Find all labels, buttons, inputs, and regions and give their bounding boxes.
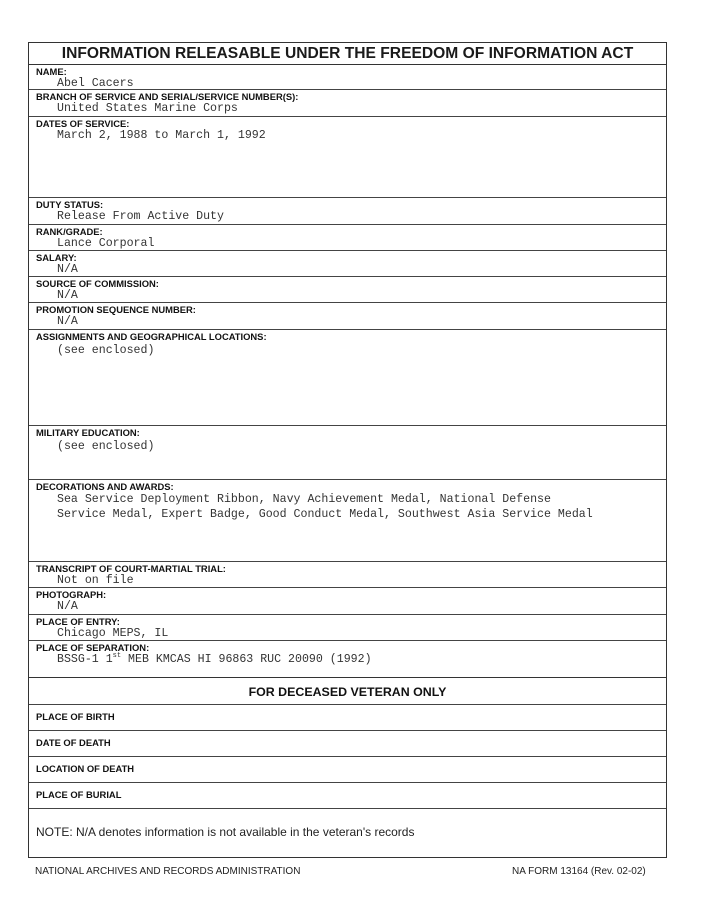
branch-value: United States Marine Corps: [57, 102, 238, 115]
footer-form-number: NA FORM 13164 (Rev. 02-02): [512, 866, 646, 877]
separation-value-suffix: MEB KMCAS HI 96863 RUC 20090 (1992): [121, 653, 372, 666]
foia-form: [28, 42, 667, 858]
birth-label: PLACE OF BIRTH: [36, 711, 115, 722]
rank-label: RANK/GRADE:: [36, 226, 103, 237]
decorations-label: DECORATIONS AND AWARDS:: [36, 481, 174, 492]
form-title: INFORMATION RELEASABLE UNDER THE FREEDOM OF INFORMATION ACT: [29, 42, 666, 65]
name-value: Abel Cacers: [57, 77, 134, 90]
assignments-value: (see enclosed): [57, 344, 155, 357]
transcript-label: TRANSCRIPT OF COURT-MARTIAL TRIAL:: [36, 563, 226, 574]
separation-value-prefix: BSSG-1 1: [57, 653, 113, 666]
decorations-line-2: Service Medal, Expert Badge, Good Conduct Medal, Southwest Asia Service Medal: [57, 508, 593, 521]
entry-field: [29, 615, 666, 641]
assignments-label: ASSIGNMENTS AND GEOGRAPHICAL LOCATIONS:: [36, 331, 267, 342]
note: [29, 809, 666, 858]
salary-label: SALARY:: [36, 252, 77, 263]
photograph-value: N/A: [57, 600, 78, 613]
separation-value: [57, 652, 372, 667]
separation-value-superscript: st: [112, 652, 122, 661]
birth-field: [29, 705, 666, 731]
dates-field: [29, 117, 666, 198]
assignments-field: [29, 330, 666, 426]
entry-label: PLACE OF ENTRY:: [36, 616, 120, 627]
burial-field: [29, 783, 666, 809]
name-field: [29, 65, 666, 90]
commission-field: [29, 277, 666, 303]
salary-field: [29, 251, 666, 277]
decorations-line-1: Sea Service Deployment Ribbon, Navy Achievement Medal, National Defense: [57, 493, 551, 506]
death-location-label: LOCATION OF DEATH: [36, 763, 135, 774]
transcript-field: [29, 562, 666, 588]
entry-value: Chicago MEPS, IL: [57, 627, 169, 640]
dates-value: March 2, 1988 to March 1, 1992: [57, 129, 266, 142]
burial-label: PLACE OF BURIAL: [36, 789, 122, 800]
rank-value: Lance Corporal: [57, 237, 155, 250]
promotion-value: N/A: [57, 315, 78, 328]
note-text: NOTE: N/A denotes information is not available in the veteran's records: [36, 825, 415, 839]
duty-status-field: [29, 198, 666, 225]
salary-value: N/A: [57, 263, 78, 276]
death-location-field: [29, 757, 666, 783]
commission-value: N/A: [57, 289, 78, 302]
death-date-field: [29, 731, 666, 757]
dates-label: DATES OF SERVICE:: [36, 118, 130, 129]
branch-label: BRANCH OF SERVICE AND SERIAL/SERVICE NUMBER(S):: [36, 91, 299, 102]
rank-field: [29, 225, 666, 251]
photograph-field: [29, 588, 666, 615]
duty-status-value: Release From Active Duty: [57, 210, 224, 223]
deceased-section-heading: FOR DECEASED VETERAN ONLY: [29, 677, 666, 705]
name-label: NAME:: [36, 66, 67, 77]
transcript-value: Not on file: [57, 574, 134, 587]
separation-field: [29, 641, 666, 677]
death-date-label: DATE OF DEATH: [36, 737, 111, 748]
separation-label: PLACE OF SEPARATION:: [36, 642, 150, 653]
education-label: MILITARY EDUCATION:: [36, 427, 140, 438]
promotion-field: [29, 303, 666, 330]
branch-field: [29, 90, 666, 117]
commission-label: SOURCE OF COMMISSION:: [36, 278, 159, 289]
footer-agency: NATIONAL ARCHIVES AND RECORDS ADMINISTRATION: [35, 866, 301, 877]
promotion-label: PROMOTION SEQUENCE NUMBER:: [36, 304, 196, 315]
duty-status-label: DUTY STATUS:: [36, 199, 104, 210]
photograph-label: PHOTOGRAPH:: [36, 589, 107, 600]
decorations-field: [29, 480, 666, 562]
education-field: [29, 426, 666, 480]
education-value: (see enclosed): [57, 440, 155, 453]
